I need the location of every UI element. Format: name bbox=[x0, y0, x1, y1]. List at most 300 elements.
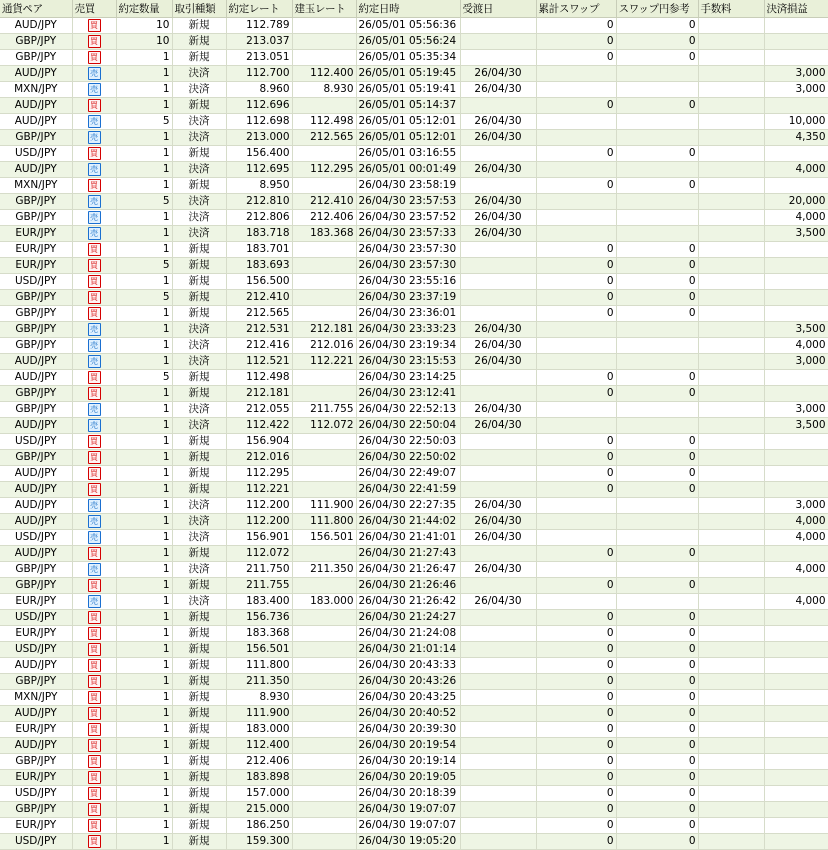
cell-pl bbox=[764, 370, 828, 386]
cell-swap-ref bbox=[616, 162, 698, 178]
cell-settle-date bbox=[460, 674, 536, 690]
cell-swap: 0 bbox=[536, 434, 616, 450]
cell-pl bbox=[764, 674, 828, 690]
cell-type: 新規 bbox=[172, 802, 226, 818]
cell-swap: 0 bbox=[536, 34, 616, 50]
cell-open-rate: 212.406 bbox=[292, 210, 356, 226]
cell-datetime: 26/04/30 23:57:30 bbox=[356, 258, 460, 274]
cell-side bbox=[72, 162, 116, 178]
cell-rate: 213.000 bbox=[226, 130, 292, 146]
cell-type: 決済 bbox=[172, 594, 226, 610]
cell-swap-ref: 0 bbox=[616, 290, 698, 306]
table-row[interactable] bbox=[0, 690, 828, 706]
cell-fee bbox=[698, 690, 764, 706]
cell-side bbox=[72, 402, 116, 418]
cell-open-rate bbox=[292, 802, 356, 818]
cell-qty: 1 bbox=[116, 498, 172, 514]
table-row[interactable] bbox=[0, 546, 828, 562]
cell-side bbox=[72, 178, 116, 194]
col-header-type[interactable]: 取引種類 bbox=[172, 0, 226, 18]
sell-badge: 売 bbox=[88, 403, 101, 416]
table-row[interactable] bbox=[0, 802, 828, 818]
cell-side bbox=[72, 546, 116, 562]
cell-type: 新規 bbox=[172, 706, 226, 722]
cell-swap bbox=[536, 530, 616, 546]
cell-settle-date bbox=[460, 802, 536, 818]
cell-pl bbox=[764, 178, 828, 194]
cell-fee bbox=[698, 162, 764, 178]
cell-swap-ref: 0 bbox=[616, 754, 698, 770]
buy-badge: 買 bbox=[88, 771, 101, 784]
cell-type: 決済 bbox=[172, 114, 226, 130]
cell-rate: 212.531 bbox=[226, 322, 292, 338]
cell-qty: 1 bbox=[116, 754, 172, 770]
cell-type: 新規 bbox=[172, 434, 226, 450]
cell-type: 決済 bbox=[172, 226, 226, 242]
table-row[interactable] bbox=[0, 258, 828, 274]
cell-swap-ref: 0 bbox=[616, 578, 698, 594]
cell-swap-ref: 0 bbox=[616, 626, 698, 642]
table-row[interactable] bbox=[0, 514, 828, 530]
col-header-swap-ref[interactable]: スワップ円参考 bbox=[616, 0, 698, 18]
cell-settle-date bbox=[460, 34, 536, 50]
table-row[interactable] bbox=[0, 482, 828, 498]
cell-pair: AUD/JPY bbox=[0, 514, 72, 530]
cell-side bbox=[72, 642, 116, 658]
cell-swap: 0 bbox=[536, 466, 616, 482]
cell-type: 新規 bbox=[172, 642, 226, 658]
sell-badge: 売 bbox=[88, 323, 101, 336]
col-header-side[interactable]: 売買 bbox=[72, 0, 116, 18]
cell-qty: 1 bbox=[116, 386, 172, 402]
cell-swap-ref: 0 bbox=[616, 258, 698, 274]
cell-pair: USD/JPY bbox=[0, 610, 72, 626]
cell-type: 決済 bbox=[172, 530, 226, 546]
cell-qty: 1 bbox=[116, 146, 172, 162]
col-header-qty[interactable]: 約定数量 bbox=[116, 0, 172, 18]
cell-open-rate: 183.000 bbox=[292, 594, 356, 610]
cell-pl bbox=[764, 18, 828, 34]
cell-pl bbox=[764, 610, 828, 626]
table-row[interactable] bbox=[0, 386, 828, 402]
table-row[interactable] bbox=[0, 450, 828, 466]
sell-badge: 売 bbox=[88, 83, 101, 96]
cell-type: 決済 bbox=[172, 82, 226, 98]
cell-fee bbox=[698, 802, 764, 818]
cell-datetime: 26/04/30 20:19:14 bbox=[356, 754, 460, 770]
cell-fee bbox=[698, 66, 764, 82]
cell-side bbox=[72, 594, 116, 610]
table-row[interactable] bbox=[0, 722, 828, 738]
cell-pair: GBP/JPY bbox=[0, 130, 72, 146]
cell-pl bbox=[764, 434, 828, 450]
col-header-pair[interactable]: 通貨ペア bbox=[0, 0, 72, 18]
cell-settle-date bbox=[460, 258, 536, 274]
table-row[interactable] bbox=[0, 818, 828, 834]
buy-badge: 買 bbox=[88, 387, 101, 400]
table-row[interactable] bbox=[0, 114, 828, 130]
cell-pl bbox=[764, 34, 828, 50]
sell-badge: 売 bbox=[88, 211, 101, 224]
cell-swap: 0 bbox=[536, 658, 616, 674]
cell-pl bbox=[764, 690, 828, 706]
col-header-open-rate[interactable]: 建玉レート bbox=[292, 0, 356, 18]
cell-settle-date bbox=[460, 242, 536, 258]
cell-pl bbox=[764, 786, 828, 802]
cell-open-rate bbox=[292, 178, 356, 194]
cell-pair: GBP/JPY bbox=[0, 306, 72, 322]
cell-type: 新規 bbox=[172, 290, 226, 306]
cell-type: 新規 bbox=[172, 770, 226, 786]
buy-badge: 買 bbox=[88, 659, 101, 672]
cell-qty: 1 bbox=[116, 242, 172, 258]
table-row[interactable] bbox=[0, 162, 828, 178]
buy-badge: 買 bbox=[88, 35, 101, 48]
cell-swap: 0 bbox=[536, 722, 616, 738]
cell-rate: 212.410 bbox=[226, 290, 292, 306]
cell-qty: 1 bbox=[116, 226, 172, 242]
cell-type: 新規 bbox=[172, 178, 226, 194]
cell-settle-date bbox=[460, 18, 536, 34]
buy-badge: 買 bbox=[88, 787, 101, 800]
cell-side bbox=[72, 514, 116, 530]
cell-type: 新規 bbox=[172, 754, 226, 770]
cell-side bbox=[72, 146, 116, 162]
cell-rate: 112.200 bbox=[226, 514, 292, 530]
table-row[interactable] bbox=[0, 146, 828, 162]
table-row[interactable] bbox=[0, 322, 828, 338]
cell-pl bbox=[764, 834, 828, 850]
table-row[interactable] bbox=[0, 674, 828, 690]
cell-pl bbox=[764, 770, 828, 786]
table-body bbox=[0, 18, 828, 850]
cell-swap-ref: 0 bbox=[616, 642, 698, 658]
cell-type: 新規 bbox=[172, 386, 226, 402]
cell-swap-ref: 0 bbox=[616, 34, 698, 50]
table-row[interactable] bbox=[0, 498, 828, 514]
cell-datetime: 26/04/30 20:43:25 bbox=[356, 690, 460, 706]
table-row[interactable] bbox=[0, 50, 828, 66]
buy-badge: 買 bbox=[88, 483, 101, 496]
cell-pair: USD/JPY bbox=[0, 642, 72, 658]
cell-datetime: 26/04/30 21:24:08 bbox=[356, 626, 460, 642]
cell-pl: 4,000 bbox=[764, 514, 828, 530]
cell-qty: 1 bbox=[116, 578, 172, 594]
cell-rate: 212.565 bbox=[226, 306, 292, 322]
cell-qty: 1 bbox=[116, 354, 172, 370]
cell-settle-date bbox=[460, 178, 536, 194]
cell-fee bbox=[698, 642, 764, 658]
cell-qty: 1 bbox=[116, 786, 172, 802]
table-row[interactable] bbox=[0, 418, 828, 434]
cell-pair: EUR/JPY bbox=[0, 226, 72, 242]
table-row[interactable] bbox=[0, 706, 828, 722]
table-row[interactable] bbox=[0, 226, 828, 242]
cell-swap: 0 bbox=[536, 450, 616, 466]
cell-side bbox=[72, 18, 116, 34]
table-row[interactable] bbox=[0, 370, 828, 386]
cell-swap-ref bbox=[616, 82, 698, 98]
cell-side bbox=[72, 802, 116, 818]
table-row[interactable] bbox=[0, 530, 828, 546]
cell-fee bbox=[698, 562, 764, 578]
table-row[interactable] bbox=[0, 402, 828, 418]
cell-settle-date bbox=[460, 818, 536, 834]
table-row[interactable] bbox=[0, 834, 828, 850]
cell-swap bbox=[536, 514, 616, 530]
cell-settle-date: 26/04/30 bbox=[460, 418, 536, 434]
cell-pair: EUR/JPY bbox=[0, 770, 72, 786]
cell-open-rate bbox=[292, 306, 356, 322]
table-row[interactable] bbox=[0, 626, 828, 642]
cell-datetime: 26/05/01 00:01:49 bbox=[356, 162, 460, 178]
cell-pair: EUR/JPY bbox=[0, 242, 72, 258]
table-row[interactable] bbox=[0, 338, 828, 354]
table-row[interactable] bbox=[0, 34, 828, 50]
cell-settle-date bbox=[460, 146, 536, 162]
buy-badge: 買 bbox=[88, 755, 101, 768]
cell-qty: 1 bbox=[116, 178, 172, 194]
cell-datetime: 26/04/30 23:58:19 bbox=[356, 178, 460, 194]
cell-qty: 1 bbox=[116, 610, 172, 626]
cell-fee bbox=[698, 594, 764, 610]
cell-pair: AUD/JPY bbox=[0, 370, 72, 386]
cell-swap-ref: 0 bbox=[616, 434, 698, 450]
cell-swap-ref: 0 bbox=[616, 18, 698, 34]
cell-type: 新規 bbox=[172, 626, 226, 642]
cell-settle-date bbox=[460, 722, 536, 738]
cell-side bbox=[72, 418, 116, 434]
cell-side bbox=[72, 498, 116, 514]
cell-qty: 1 bbox=[116, 418, 172, 434]
cell-open-rate bbox=[292, 482, 356, 498]
cell-settle-date: 26/04/30 bbox=[460, 498, 536, 514]
cell-fee bbox=[698, 610, 764, 626]
cell-rate: 112.200 bbox=[226, 498, 292, 514]
cell-open-rate: 212.565 bbox=[292, 130, 356, 146]
buy-badge: 買 bbox=[88, 739, 101, 752]
cell-datetime: 26/04/30 22:27:35 bbox=[356, 498, 460, 514]
table-row[interactable] bbox=[0, 738, 828, 754]
cell-open-rate bbox=[292, 290, 356, 306]
cell-rate: 112.696 bbox=[226, 98, 292, 114]
cell-pair: AUD/JPY bbox=[0, 738, 72, 754]
cell-fee bbox=[698, 34, 764, 50]
table-row[interactable] bbox=[0, 786, 828, 802]
cell-fee bbox=[698, 834, 764, 850]
cell-swap bbox=[536, 210, 616, 226]
table-row[interactable] bbox=[0, 178, 828, 194]
cell-fee bbox=[698, 674, 764, 690]
table-row[interactable] bbox=[0, 274, 828, 290]
cell-side bbox=[72, 114, 116, 130]
table-row[interactable] bbox=[0, 98, 828, 114]
table-row[interactable] bbox=[0, 466, 828, 482]
cell-swap-ref bbox=[616, 322, 698, 338]
cell-rate: 159.300 bbox=[226, 834, 292, 850]
cell-side bbox=[72, 130, 116, 146]
cell-open-rate: 111.900 bbox=[292, 498, 356, 514]
cell-swap-ref: 0 bbox=[616, 802, 698, 818]
cell-swap-ref: 0 bbox=[616, 546, 698, 562]
cell-type: 新規 bbox=[172, 18, 226, 34]
cell-rate: 211.350 bbox=[226, 674, 292, 690]
cell-rate: 156.400 bbox=[226, 146, 292, 162]
cell-datetime: 26/05/01 05:14:37 bbox=[356, 98, 460, 114]
cell-settle-date bbox=[460, 290, 536, 306]
cell-side bbox=[72, 66, 116, 82]
cell-side bbox=[72, 834, 116, 850]
cell-side bbox=[72, 770, 116, 786]
cell-swap-ref: 0 bbox=[616, 786, 698, 802]
cell-swap: 0 bbox=[536, 610, 616, 626]
cell-pl: 4,000 bbox=[764, 562, 828, 578]
cell-type: 決済 bbox=[172, 194, 226, 210]
cell-rate: 157.000 bbox=[226, 786, 292, 802]
col-header-settle-date[interactable]: 受渡日 bbox=[460, 0, 536, 18]
cell-fee bbox=[698, 450, 764, 466]
table-row[interactable] bbox=[0, 194, 828, 210]
cell-pl: 4,000 bbox=[764, 162, 828, 178]
cell-open-rate bbox=[292, 386, 356, 402]
cell-fee bbox=[698, 226, 764, 242]
cell-rate: 183.000 bbox=[226, 722, 292, 738]
cell-side bbox=[72, 290, 116, 306]
col-header-pl[interactable]: 決済損益 bbox=[764, 0, 828, 18]
cell-datetime: 26/04/30 21:26:42 bbox=[356, 594, 460, 610]
table-row[interactable] bbox=[0, 130, 828, 146]
table-row[interactable] bbox=[0, 354, 828, 370]
buy-badge: 買 bbox=[88, 451, 101, 464]
table-row[interactable] bbox=[0, 306, 828, 322]
table-row[interactable] bbox=[0, 754, 828, 770]
cell-qty: 1 bbox=[116, 306, 172, 322]
cell-pl: 4,000 bbox=[764, 594, 828, 610]
table-row[interactable] bbox=[0, 290, 828, 306]
table-row[interactable] bbox=[0, 770, 828, 786]
table-row[interactable] bbox=[0, 594, 828, 610]
cell-swap bbox=[536, 82, 616, 98]
cell-fee bbox=[698, 402, 764, 418]
table-row[interactable] bbox=[0, 18, 828, 34]
sell-badge: 売 bbox=[88, 131, 101, 144]
cell-side bbox=[72, 706, 116, 722]
cell-pair: AUD/JPY bbox=[0, 114, 72, 130]
table-row[interactable] bbox=[0, 210, 828, 226]
cell-datetime: 26/04/30 21:24:27 bbox=[356, 610, 460, 626]
cell-datetime: 26/05/01 05:35:34 bbox=[356, 50, 460, 66]
cell-settle-date bbox=[460, 754, 536, 770]
cell-pl bbox=[764, 386, 828, 402]
cell-side bbox=[72, 466, 116, 482]
cell-settle-date bbox=[460, 370, 536, 386]
cell-swap-ref: 0 bbox=[616, 690, 698, 706]
cell-rate: 183.693 bbox=[226, 258, 292, 274]
cell-rate: 112.400 bbox=[226, 738, 292, 754]
col-header-fee[interactable]: 手数料 bbox=[698, 0, 764, 18]
cell-pl: 4,000 bbox=[764, 338, 828, 354]
table-row[interactable] bbox=[0, 434, 828, 450]
cell-swap: 0 bbox=[536, 18, 616, 34]
cell-pl bbox=[764, 738, 828, 754]
cell-fee bbox=[698, 370, 764, 386]
table-row[interactable] bbox=[0, 658, 828, 674]
cell-swap: 0 bbox=[536, 98, 616, 114]
cell-qty: 1 bbox=[116, 690, 172, 706]
cell-open-rate: 112.221 bbox=[292, 354, 356, 370]
cell-swap: 0 bbox=[536, 178, 616, 194]
cell-swap-ref bbox=[616, 194, 698, 210]
cell-side bbox=[72, 34, 116, 50]
table-row[interactable] bbox=[0, 562, 828, 578]
cell-open-rate: 211.755 bbox=[292, 402, 356, 418]
cell-side bbox=[72, 98, 116, 114]
cell-pair: EUR/JPY bbox=[0, 258, 72, 274]
cell-swap-ref bbox=[616, 402, 698, 418]
cell-datetime: 26/04/30 22:50:03 bbox=[356, 434, 460, 450]
cell-pair: AUD/JPY bbox=[0, 354, 72, 370]
cell-datetime: 26/04/30 21:26:46 bbox=[356, 578, 460, 594]
cell-swap-ref: 0 bbox=[616, 738, 698, 754]
table-row[interactable] bbox=[0, 642, 828, 658]
cell-qty: 1 bbox=[116, 562, 172, 578]
cell-settle-date bbox=[460, 466, 536, 482]
cell-swap bbox=[536, 114, 616, 130]
cell-settle-date: 26/04/30 bbox=[460, 226, 536, 242]
cell-pair: GBP/JPY bbox=[0, 290, 72, 306]
buy-badge: 買 bbox=[88, 627, 101, 640]
cell-swap: 0 bbox=[536, 258, 616, 274]
cell-datetime: 26/04/30 23:57:30 bbox=[356, 242, 460, 258]
col-header-swap[interactable]: 累計スワップ bbox=[536, 0, 616, 18]
cell-pair: AUD/JPY bbox=[0, 66, 72, 82]
cell-open-rate bbox=[292, 738, 356, 754]
sell-badge: 売 bbox=[88, 595, 101, 608]
cell-swap bbox=[536, 402, 616, 418]
cell-rate: 112.695 bbox=[226, 162, 292, 178]
cell-swap-ref: 0 bbox=[616, 466, 698, 482]
cell-settle-date: 26/04/30 bbox=[460, 402, 536, 418]
table-row[interactable] bbox=[0, 82, 828, 98]
cell-type: 新規 bbox=[172, 50, 226, 66]
cell-rate: 183.368 bbox=[226, 626, 292, 642]
cell-open-rate bbox=[292, 434, 356, 450]
table-row[interactable] bbox=[0, 66, 828, 82]
cell-swap bbox=[536, 322, 616, 338]
cell-open-rate: 156.501 bbox=[292, 530, 356, 546]
cell-settle-date bbox=[460, 690, 536, 706]
table-row[interactable] bbox=[0, 578, 828, 594]
cell-datetime: 26/04/30 23:12:41 bbox=[356, 386, 460, 402]
cell-side bbox=[72, 738, 116, 754]
cell-qty: 10 bbox=[116, 18, 172, 34]
cell-swap: 0 bbox=[536, 802, 616, 818]
cell-type: 新規 bbox=[172, 658, 226, 674]
cell-side bbox=[72, 322, 116, 338]
col-header-rate[interactable]: 約定レート bbox=[226, 0, 292, 18]
col-header-datetime[interactable]: 約定日時 bbox=[356, 0, 460, 18]
table-row[interactable] bbox=[0, 610, 828, 626]
cell-qty: 1 bbox=[116, 594, 172, 610]
table-row[interactable] bbox=[0, 242, 828, 258]
cell-settle-date bbox=[460, 386, 536, 402]
cell-pair: GBP/JPY bbox=[0, 322, 72, 338]
cell-datetime: 26/05/01 03:16:55 bbox=[356, 146, 460, 162]
cell-pair: USD/JPY bbox=[0, 434, 72, 450]
buy-badge: 買 bbox=[88, 675, 101, 688]
cell-qty: 1 bbox=[116, 770, 172, 786]
cell-settle-date: 26/04/30 bbox=[460, 162, 536, 178]
